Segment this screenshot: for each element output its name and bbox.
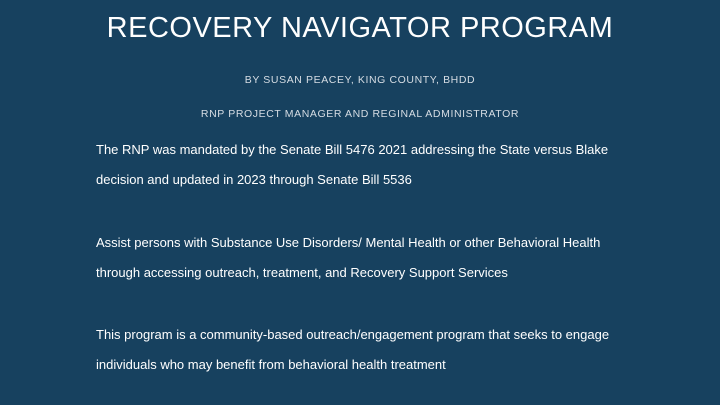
paragraph-line: through accessing outreach, treatment, and Recovery Support Services xyxy=(96,265,508,280)
author-line: BY SUSAN PEACEY, KING COUNTY, BHDD xyxy=(244,74,476,86)
paragraph-line: The RNP was mandated by the Senate Bill 5476 2021 addressing the State versus Blake xyxy=(96,142,609,157)
paragraph-mandate xyxy=(96,135,696,195)
paragraph-assist xyxy=(96,228,696,288)
paragraph-line: individuals who may benefit from behavioral health treatment xyxy=(96,357,446,372)
paragraph-line: decision and updated in 2023 through Senate Bill 5536 xyxy=(96,172,412,187)
paragraph-program xyxy=(96,320,696,380)
slide-title: RECOVERY NAVIGATOR PROGRAM xyxy=(106,12,614,44)
paragraph-line: Assist persons with Substance Use Disorders/ Mental Health or other Behavioral Health xyxy=(96,235,601,250)
author-role-line: RNP PROJECT MANAGER AND REGINAL ADMINISTRATOR xyxy=(200,108,520,120)
paragraph-line: This program is a community-based outreach/engagement program that seeks to engage xyxy=(96,327,610,342)
